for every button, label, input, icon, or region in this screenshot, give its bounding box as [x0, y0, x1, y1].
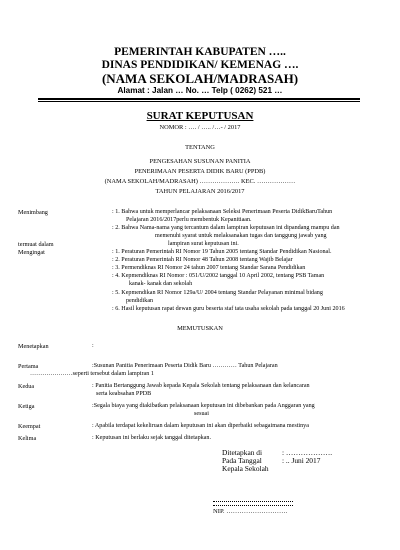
mengingat-item: : 6. Hasil keputusan rapat dewan guru beserta staf tata usaha sekolah pada tanggal 20 Juni 2016 [112, 306, 345, 312]
tanggal-value: : .. Juni 2017 [282, 456, 321, 465]
kop-line-2: DINAS PENDIDIKAN/ KEMENAG …. [101, 59, 299, 71]
menetapkan-value: : [92, 343, 94, 349]
diktum-text: …………………seperti tersebut dalam lampiran 1 [30, 371, 154, 377]
diktum-label-pertama: Pertama [18, 363, 39, 370]
memutuskan-heading: MEMUTUSKAN [177, 325, 223, 332]
letterhead-rule-thick [38, 98, 360, 100]
menimbang-item: Pelajaran 2016/2017perlu membentuk Kepanitiaan. [126, 217, 252, 223]
diktum-label-keempat: Keempat [18, 423, 41, 430]
document-title: SURAT KEPUTUSAN [146, 110, 254, 122]
diktum-text: sesuai [194, 411, 209, 417]
mengingat-label: Mengingat [18, 249, 45, 256]
diktum-text: :Susunan Panitia Penerimaan Peserta Didik Baru ………… Tahun Pelajaran [92, 363, 278, 369]
ditetapkan-label: Ditetapkan di [222, 448, 263, 457]
diktum-text: : Keputusan ini berlaku sejak tanggal ditetapkan. [92, 435, 211, 441]
mengingat-item: : 4. Kepmendiknas RI Nomor : 051/U/2002 tanggal 10 April 2002, tentang PSB Taman [112, 273, 325, 279]
diktum-text: :Segala biaya yang diakibatkan pelaksanaan keputusan ini dibebankan pada Anggaran yang [92, 403, 315, 409]
menimbang-item: : 2. Bahwa Nama-nama yang tercantum dalam lampiran keputusan ini dipandang mampu dan [112, 225, 340, 231]
mengingat-item: kanak- kanak dan sekolah [129, 281, 193, 287]
mengingat-item: : 3. Permendiknas RI Nomor 24 tahun 2007 tentang Standar Sarana Pendidikan [112, 265, 306, 271]
mengingat-item: : 1. Peraturan Pemerintah RI Nomor 19 Tahun 2005 tentang Standar Pendidikan Nasional. [112, 249, 332, 255]
document-number: NOMOR : …. / ….. /…- / 2017 [159, 124, 241, 131]
subject-line-2: PENERIMAAN PESERTA DIDIK BARU (PPDB) [134, 168, 266, 175]
subject-line-1: PENGESAHAN SUSUNAN PANITIA [149, 158, 251, 165]
signature-line [213, 501, 293, 502]
diktum-text: : Apabila terdapat kekeliruan dalam keputusan ini akan diperbaiki sebagaimana mestinya [92, 423, 309, 429]
diktum-label-ketiga: Ketiga [18, 403, 35, 410]
menimbang-item: lampiran surat keputusan ini. [168, 241, 239, 247]
signature-line [213, 505, 293, 506]
menimbang-item: : 1. Bahwa untuk memperlancar pelaksanaan Seleksi Penerimaan Peserta DidikBaruTahun [112, 209, 333, 215]
kop-address: Alamat : Jalan … No. … Telp ( 0262) 521 … [117, 86, 283, 95]
menimbang-item: memenuhi syarat untuk melaksanakan tugas dan tanggung jawab yang [155, 233, 327, 239]
diktum-label-kedua: Kedua [18, 383, 35, 390]
diktum-text: : Panitia Bertanggung Jawab kepada Kepala Sekolah tentang pelaksanaan dan kelancaran [92, 383, 310, 389]
mengingat-item: : 2. Peraturan Pemerintah RI Nomor 48 Tahun 2008 tentang Wajib Belajar [112, 257, 293, 263]
tentang-heading: TENTANG [185, 144, 215, 151]
termuat-label: termuat dalam [18, 241, 54, 248]
tanggal-label: Pada Tanggal [222, 456, 262, 465]
mengingat-item: pendidikan [126, 298, 154, 304]
menetapkan-label: Menetapkan [18, 343, 49, 350]
nip-label: NIP. ………………………. [213, 508, 288, 515]
menimbang-label: Menimbang [18, 209, 48, 216]
subject-line-4: TAHUN PELAJARAN 2016/2017 [155, 188, 245, 195]
ditetapkan-value: : ………………. [282, 448, 333, 457]
kepala-sekolah-label: Kepala Sekolah [222, 464, 269, 473]
mengingat-item: : 5. Kepmendikan RI Nomor 129a/U/ 2004 tentang Standar Pelayanan minimal bidang [112, 290, 323, 296]
diktum-text: serta keabsahan PPDB [96, 391, 152, 397]
diktum-label-kelima: Kelima [18, 435, 37, 442]
kop-school-name: (NAMA SEKOLAH/MADRASAH) [101, 71, 299, 86]
letterhead-rule-thin [38, 101, 360, 102]
kop-line-1: PEMERINTAH KABUPATEN ….. [114, 46, 286, 58]
subject-line-3: (NAMA SEKOLAH/MADRASAH) ………………. KEC. ……………… [104, 178, 296, 185]
